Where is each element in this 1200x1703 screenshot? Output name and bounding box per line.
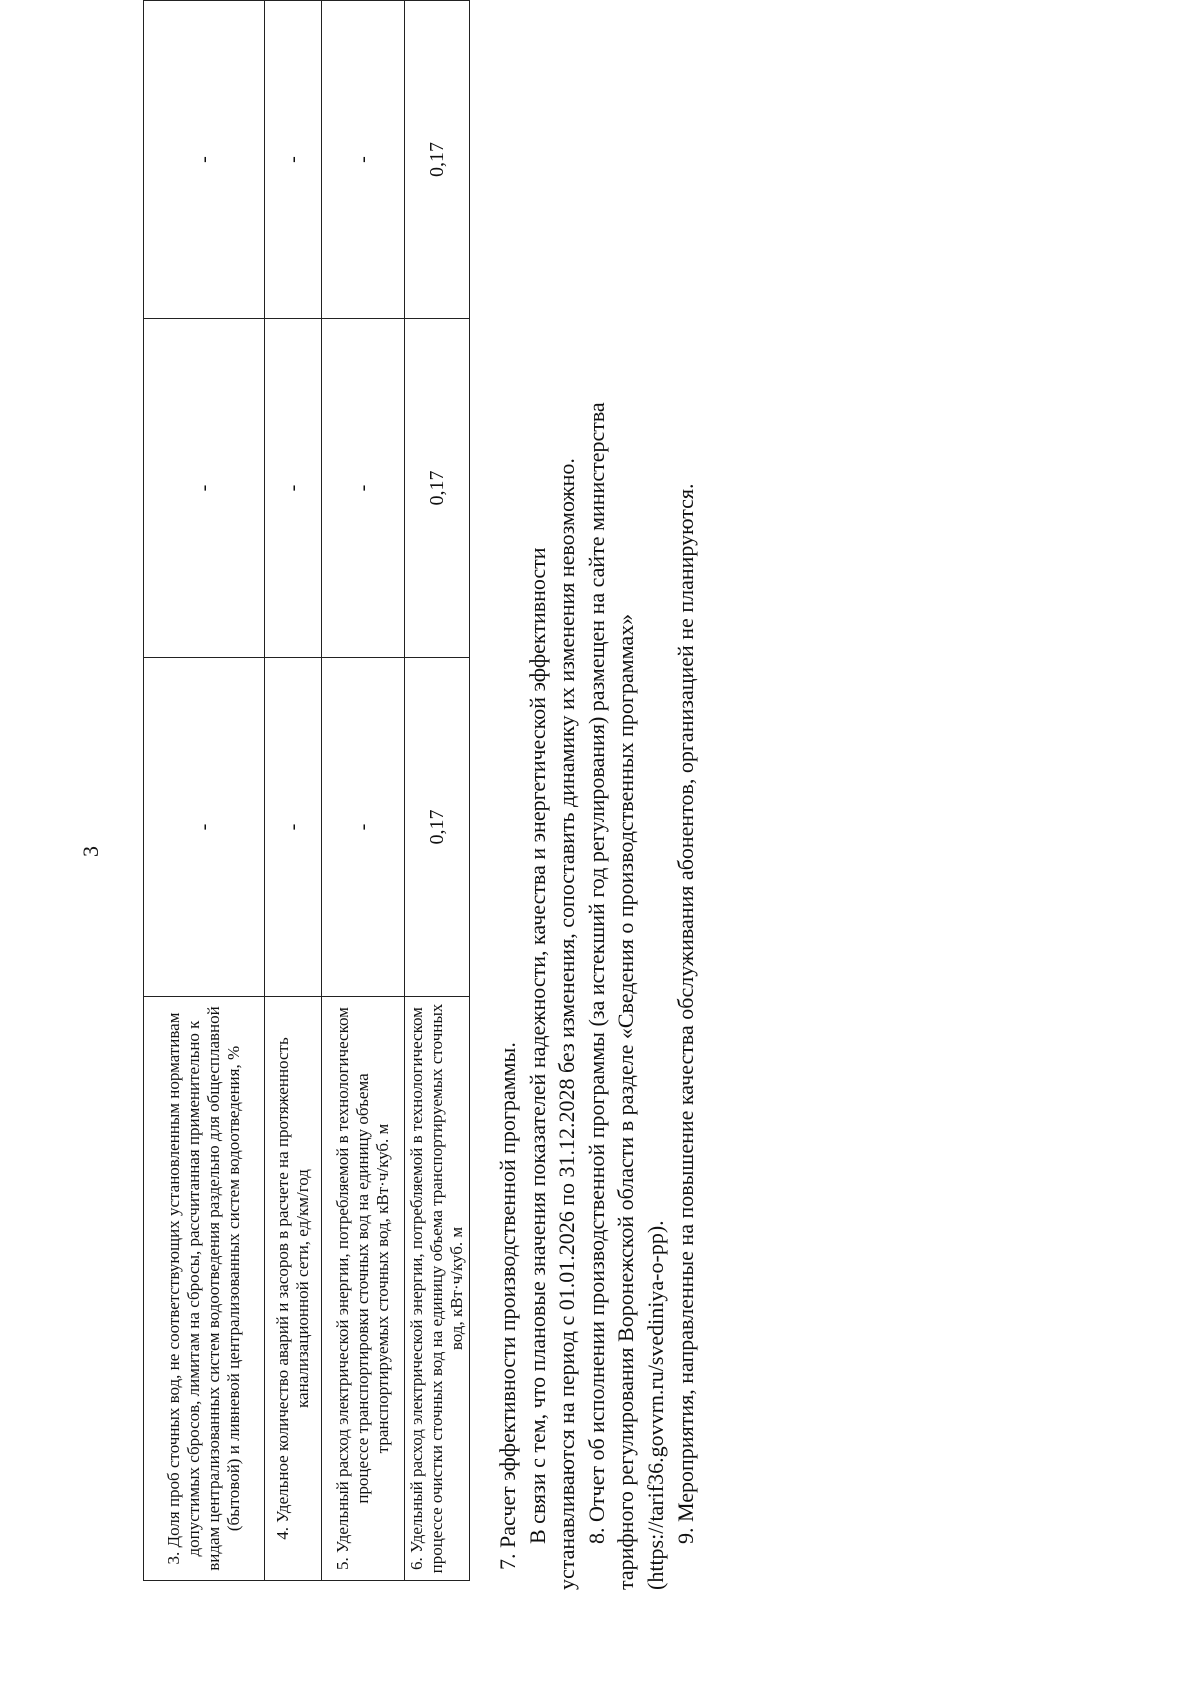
indicator-value: -	[322, 1, 405, 319]
indicator-value: 0,17	[405, 1, 470, 319]
indicator-value: -	[144, 1, 265, 319]
indicator-description: 5. Удельный расход электрической энергии, потребляемой в технологическом процессе транспортировки сточных вод на единицу объема транспортируемых сточных вод, кВт·ч/куб. м	[322, 997, 405, 1581]
table-row	[265, 1, 322, 1581]
section-7-heading: 7. Расчет эффективности производственной программы.	[495, 1042, 520, 1570]
section-9-text: 9. Мероприятия, направленные на повышение качества обслуживания абонентов, организацией не планируются.	[672, 483, 698, 1544]
section-7-body-line: устанавливаются на период с 01.01.2026 по 31.12.2028 без изменения, сопоставить динамику их изменения невозможно.	[554, 458, 580, 1590]
indicator-value: -	[265, 319, 322, 658]
indicator-description: 6. Удельный расход электрической энергии, потребляемой в технологическом процессе очистки сточных вод на единицу объема транспортируемых сточных вод, кВт·ч/куб. м	[405, 997, 470, 1581]
indicator-value: -	[144, 319, 265, 658]
body-text	[493, 0, 700, 1590]
section-8-line: тарифного регулирования Воронежской области в разделе «Сведения о производственных программах»	[613, 613, 639, 1590]
table-row	[405, 1, 470, 1581]
table-row	[322, 1, 405, 1581]
indicator-value: 0,17	[405, 319, 470, 658]
indicator-value: -	[265, 658, 322, 997]
indicators-table	[143, 0, 470, 1581]
indicator-value: 0,17	[405, 658, 470, 997]
table-row	[144, 1, 265, 1581]
indicator-value: -	[265, 1, 322, 319]
indicator-description: 3. Доля проб сточных вод, не соответствующих установленным нормативам допустимых сбросов, лимитам на сбросы, рассчитанная применительно к видам централизованных систем водоотведения раздельно для общесплавной (бытовой) и ливневой централизованных систем водоотведения, %	[144, 997, 265, 1581]
section-8-line: 8. Отчет об исполнении производственной программы (за истекший год регулирования) размещен на сайте министерства	[583, 402, 609, 1544]
page-number: 3	[78, 846, 103, 857]
section-8-link: (https://tarif36.govvrn.ru/svediniya-o-pp).	[642, 1220, 668, 1590]
section-7-body-line: В связи с тем, что плановые значения показателей надежности, качества и энергетической эффективности	[524, 547, 550, 1544]
indicator-value: -	[322, 658, 405, 997]
indicator-value: -	[322, 319, 405, 658]
indicator-description: 4. Удельное количество аварий и засоров в расчете на протяженность канализационной сети, ед/км/год	[265, 997, 322, 1581]
indicator-value: -	[144, 658, 265, 997]
